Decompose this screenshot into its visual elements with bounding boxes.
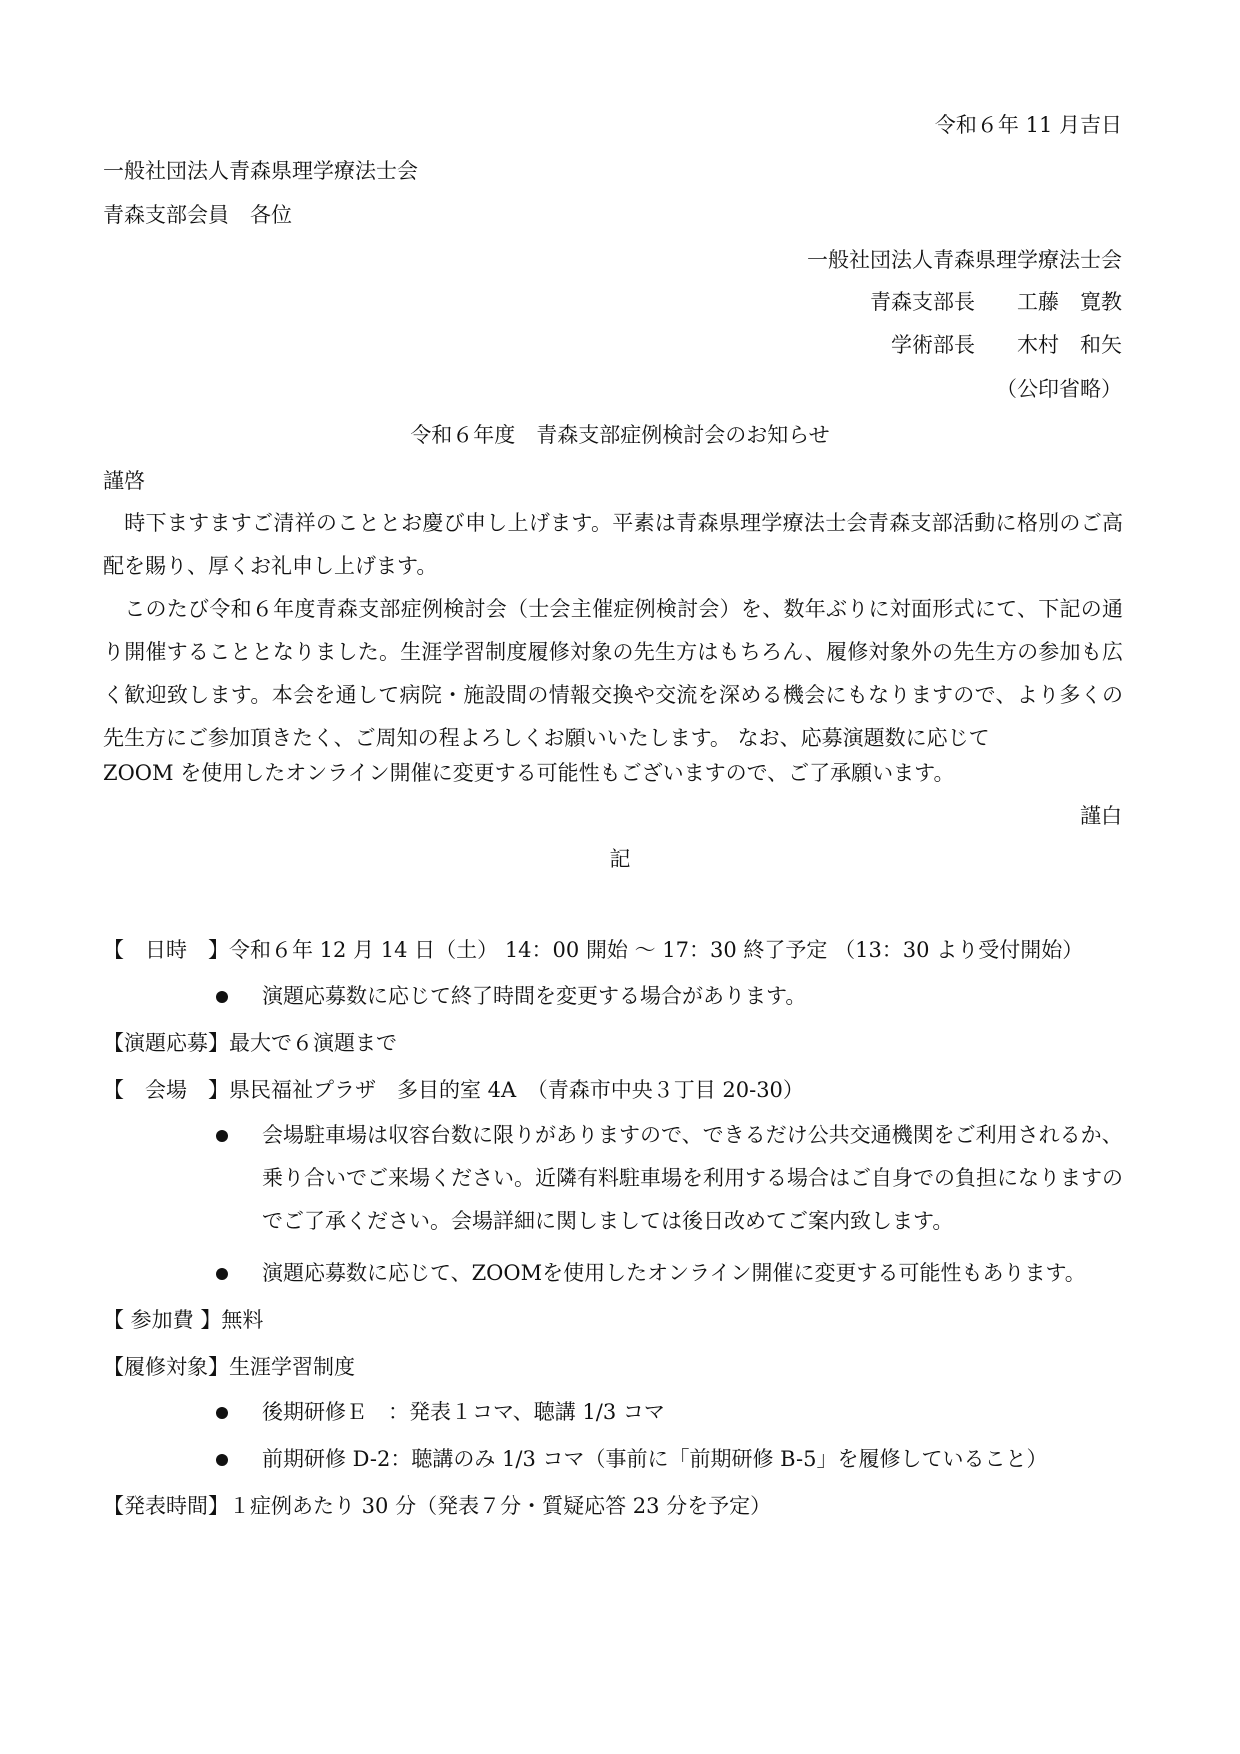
ki-heading: 記 xyxy=(609,847,631,871)
sender-academic-head: 学術部長 木村 和矢 xyxy=(891,333,1122,357)
abstract-label: 【演題応募】 xyxy=(103,1031,229,1055)
target-value: 生涯学習制度 xyxy=(229,1355,355,1379)
venue-value: 県民福祉プラザ 多目的室 4A （青森市中央３丁目 20-30） xyxy=(229,1078,804,1102)
recipient: 青森支部会員 各位 xyxy=(103,203,292,227)
bullet-icon xyxy=(216,1268,228,1280)
fee-value: 無料 xyxy=(221,1308,264,1332)
closing: 謹白 xyxy=(1080,804,1122,828)
document-date: 令和６年 11 月吉日 xyxy=(934,113,1122,137)
datetime-value: 令和６年 12 月 14 日（土） 14：00 開始 ～ 17：30 終了予定 （13：30 より受付開始） xyxy=(229,938,1084,962)
bullet-icon xyxy=(216,1454,228,1466)
venue-label: 【 会場 】 xyxy=(103,1078,229,1102)
presentation-time-value: １症例あたり 30 分（発表７分・質疑応答 23 分を予定） xyxy=(229,1494,772,1518)
document-title: 令和６年度 青森支部症例検討会のお知らせ xyxy=(410,423,830,447)
recipient-organization: 一般社団法人青森県理学療法士会 xyxy=(103,159,418,183)
sender-branch-head: 青森支部長 工藤 寛教 xyxy=(870,290,1122,314)
presentation-time-label: 【発表時間】 xyxy=(103,1494,229,1518)
body-paragraph-1-text: 時下ますますご清祥のこととお慶び申し上げます。平素は青森県理学療法士会青森支部活動に格別のご高配を賜り、厚くお礼申し上げます。 xyxy=(103,511,1123,578)
datetime-label: 【 日時 】 xyxy=(103,938,229,962)
venue-note-parking: 会場駐車場は収容台数に限りがありますので、できるだけ公共交通機関をご利用されるか、乗り合いでご来場ください。近隣有料駐車場を利用する場合はご自身での負担になりますのでご了承ください。会場詳細に関しましては後日改めてご案内致します。 xyxy=(262,1123,1123,1233)
salutation: 謹啓 xyxy=(103,469,145,493)
fee-label: 【 参加費 】 xyxy=(103,1308,222,1332)
target-item-basic: 前期研修 D-2：聴講のみ 1/3 コマ（事前に「前期研修 B-5」を履修していること） xyxy=(262,1447,1048,1471)
venue-note-online: 演題応募数に応じて、ZOOMを使用したオンライン開催に変更する可能性もあります。 xyxy=(262,1261,1086,1285)
body-paragraph-2-text: このたび令和６年度青森支部症例検討会（士会主催症例検討会）を、数年ぶりに対面形式にて、下記の通り開催することとなりました。生涯学習制度履修対象の先生方はもちろん、履修対象外の先生方の参加も広く歓迎致します。本会を通して病院・施設間の情報交換や交流を深める機会にもなりますので、より多くの先生方にご参加頂きたく、ご周知の程よろしくお願いいたします。 なお、応募演題数に応じて xyxy=(103,597,1123,750)
body-paragraph-2 xyxy=(103,588,1123,760)
body-paragraph-2-last-line: ZOOM を使用したオンライン開催に変更する可能性もございますので、ご了承願います。 xyxy=(103,761,955,785)
target-row xyxy=(103,1357,355,1378)
abstract-value: 最大で６演題まで xyxy=(229,1031,397,1055)
venue-row xyxy=(103,1080,804,1101)
presentation-time-row xyxy=(103,1496,771,1517)
bullet-icon xyxy=(216,1130,228,1142)
datetime-note: 演題応募数に応じて終了時間を変更する場合があります。 xyxy=(262,984,807,1008)
body-paragraph-1 xyxy=(103,502,1123,588)
seal-omitted-note: （公印省略） xyxy=(996,377,1122,401)
sender-organization: 一般社団法人青森県理学療法士会 xyxy=(807,248,1122,272)
datetime-row xyxy=(103,940,1083,961)
target-item-advanced: 後期研修Ｅ ：発表１コマ、聴講 1/3 コマ xyxy=(262,1400,665,1424)
target-label: 【履修対象】 xyxy=(103,1355,229,1379)
bullet-icon xyxy=(216,1407,228,1419)
fee-row xyxy=(103,1310,263,1331)
bullet-icon xyxy=(216,991,228,1003)
abstract-row xyxy=(103,1033,397,1054)
